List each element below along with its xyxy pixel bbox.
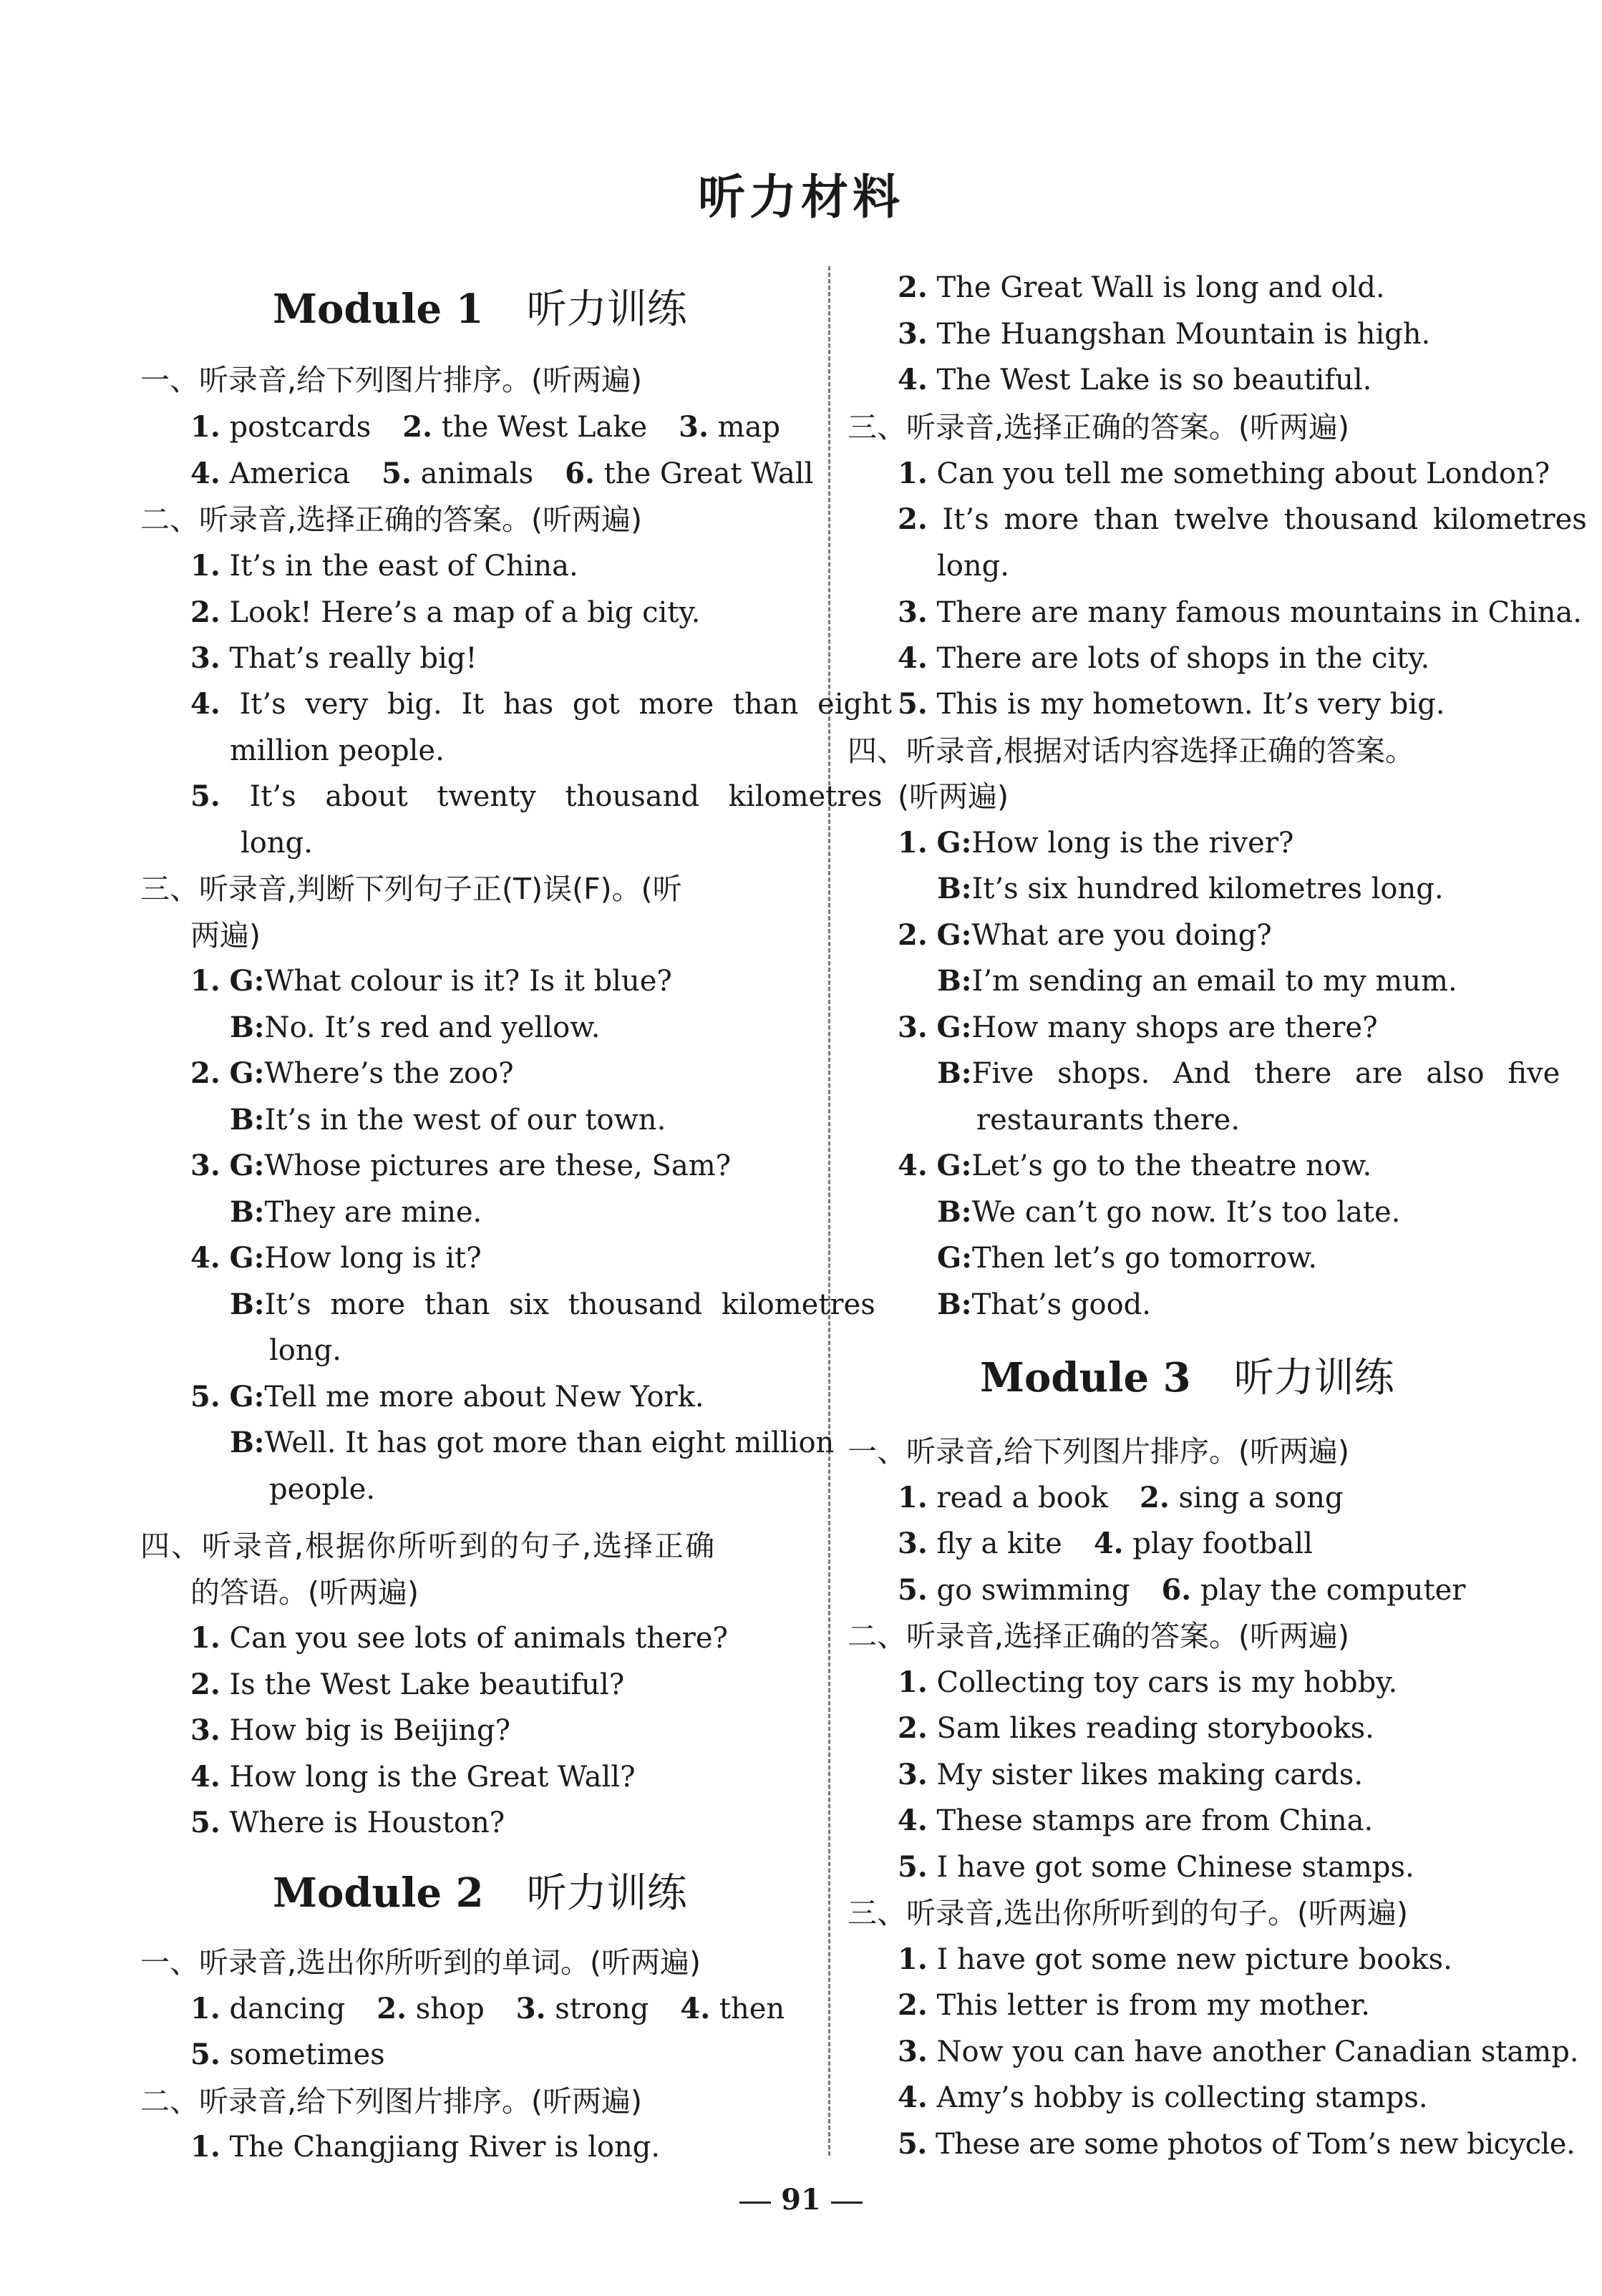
list-item: 2. This letter is from my mother. [898,1988,1370,2022]
list-item: 3. How big is Beijing? [190,1713,511,1747]
list-item: 2. It’s more than twelve thousand kilometres [898,502,1587,536]
dialogue-line: B:Five shops. And there are also five [937,1056,1560,1090]
list-item: 1. Collecting toy cars is my hobby. [898,1665,1398,1699]
section-heading-continued: 两遍) [190,918,261,953]
list-item: 3. My sister likes making cards. [898,1758,1364,1791]
list-item: 5. Where is Houston? [190,1806,505,1839]
section-heading: 三、听录音,判断下列句子正(T)误(F)。(听 [140,872,682,906]
list-item: 4. How long is the Great Wall? [190,1760,636,1794]
list-item: 4. It’s very big. It has got more than eight [190,687,892,721]
dialogue-line-continued: restaurants there. [976,1104,1241,1137]
list-item: 1. The Changjiang River is long. [190,2130,661,2164]
list-item: 3. There are many famous mountains in China. [898,595,1582,629]
section-heading: 三、听录音,选出你所听到的句子。(听两遍) [848,1896,1409,1930]
dialogue-line: 4. G:How long is it? [190,1241,482,1275]
dialogue-line: B:Well. It has got more than eight million [230,1426,835,1459]
list-item: 1. Can you tell me something about London? [898,457,1550,490]
list-item: 5. This is my hometown. It’s very big. [898,687,1445,721]
dialogue-line: 2. G:What are you doing? [898,918,1272,952]
list-item: 1. read a book 2. sing a song [898,1481,1344,1514]
list-item: 4. Amy’s hobby is collecting stamps. [898,2081,1428,2114]
section-heading: 一、听录音,选出你所听到的单词。(听两遍) [140,1945,702,1980]
column-divider [828,266,830,2156]
section-heading: 二、听录音,给下列图片排序。(听两遍) [140,2084,643,2119]
dialogue-line: B:I’m sending an email to my mum. [937,964,1457,998]
list-item: 3. Now you can have another Canadian stamp. [898,2035,1579,2068]
list-item: 5. go swimming 6. play the computer [898,1573,1466,1607]
list-item: 1. Can you see lots of animals there? [190,1621,728,1655]
dialogue-line: B:That’s good. [937,1288,1151,1321]
page-number: 91 [0,2183,1602,2217]
section-heading-continued: (听两遍) [898,779,1009,814]
dialogue-line: B:It’s more than six thousand kilometres [230,1288,875,1321]
dialogue-line-continued: people. [269,1473,376,1506]
list-item: 1. I have got some new picture books. [898,1942,1452,1976]
list-item: 3. The Huangshan Mountain is high. [898,317,1431,351]
list-item-continued: long. [937,550,1009,583]
dialogue-line: B:It’s six hundred kilometres long. [937,872,1444,905]
list-item: 1. dancing 2. shop 3. strong 4. then [190,1992,785,2025]
list-item: 4. America 5. animals 6. the Great Wall [190,457,814,490]
list-item: 4. These stamps are from China. [898,1804,1374,1837]
list-item: 2. Is the West Lake beautiful? [190,1668,625,1701]
section-heading: 二、听录音,选择正确的答案。(听两遍) [848,1619,1350,1653]
list-item: 5. I have got some Chinese stamps. [898,1850,1414,1884]
page-title: 听力材料 [698,170,904,225]
section-heading: 一、听录音,给下列图片排序。(听两遍) [140,363,643,397]
dialogue-line: 3. G:How many shops are there? [898,1011,1378,1044]
list-item: 3. That’s really big! [190,641,477,675]
dialogue-line: 2. G:Where’s the zoo? [190,1056,514,1090]
list-item: 5. sometimes [190,2038,385,2071]
list-item: 1. It’s in the east of China. [190,549,578,583]
dialogue-line: 4. G:Let’s go to the theatre now. [898,1149,1372,1182]
list-item: 4. The West Lake is so beautiful. [898,363,1372,397]
list-item-continued: long. [241,827,313,860]
section-heading-continued: 的答语。(听两遍) [190,1575,419,1610]
dialogue-line: 5. G:Tell me more about New York. [190,1380,704,1414]
dialogue-line: 1. G:What colour is it? Is it blue? [190,964,672,998]
section-heading: 二、听录音,选择正确的答案。(听两遍) [140,502,643,537]
list-item: 5. These are some photos of Tom’s new bicycle. [898,2127,1576,2161]
dialogue-line: B:It’s in the west of our town. [230,1103,666,1137]
dialogue-line: B:We can’t go now. It’s too late. [937,1195,1401,1229]
section-heading: 四、听录音,根据对话内容选择正确的答案。 [848,734,1415,768]
list-item: 4. There are lots of shops in the city. [898,641,1430,675]
list-item: 2. Look! Here’s a map of a big city. [190,595,701,629]
dialogue-line: G:Then let’s go tomorrow. [937,1241,1318,1275]
list-item: 2. Sam likes reading storybooks. [898,1711,1374,1745]
dialogue-line: B:No. It’s red and yellow. [230,1011,601,1044]
dialogue-line: 3. G:Whose pictures are these, Sam? [190,1149,732,1182]
dialogue-line: 1. G:How long is the river? [898,826,1294,860]
dialogue-line: B:They are mine. [230,1195,482,1229]
module-1-title: Module 1 听力训练 [273,286,687,333]
list-item: 5. It’s about twenty thousand kilometres [190,779,883,813]
section-heading: 四、听录音,根据你所听到的句子,选择正确 [140,1529,717,1563]
list-item: 3. fly a kite 4. play football [898,1527,1313,1560]
list-item-continued: million people. [230,734,445,767]
module-2-title: Module 2 听力训练 [273,1869,687,1917]
section-heading: 一、听录音,给下列图片排序。(听两遍) [848,1434,1350,1469]
dialogue-line-continued: long. [269,1334,341,1367]
list-item: 2. The Great Wall is long and old. [898,271,1385,304]
list-item: 1. postcards 2. the West Lake 3. map [190,410,781,444]
section-heading: 三、听录音,选择正确的答案。(听两遍) [848,410,1350,444]
module-3-title: Module 3 听力训练 [980,1354,1394,1401]
